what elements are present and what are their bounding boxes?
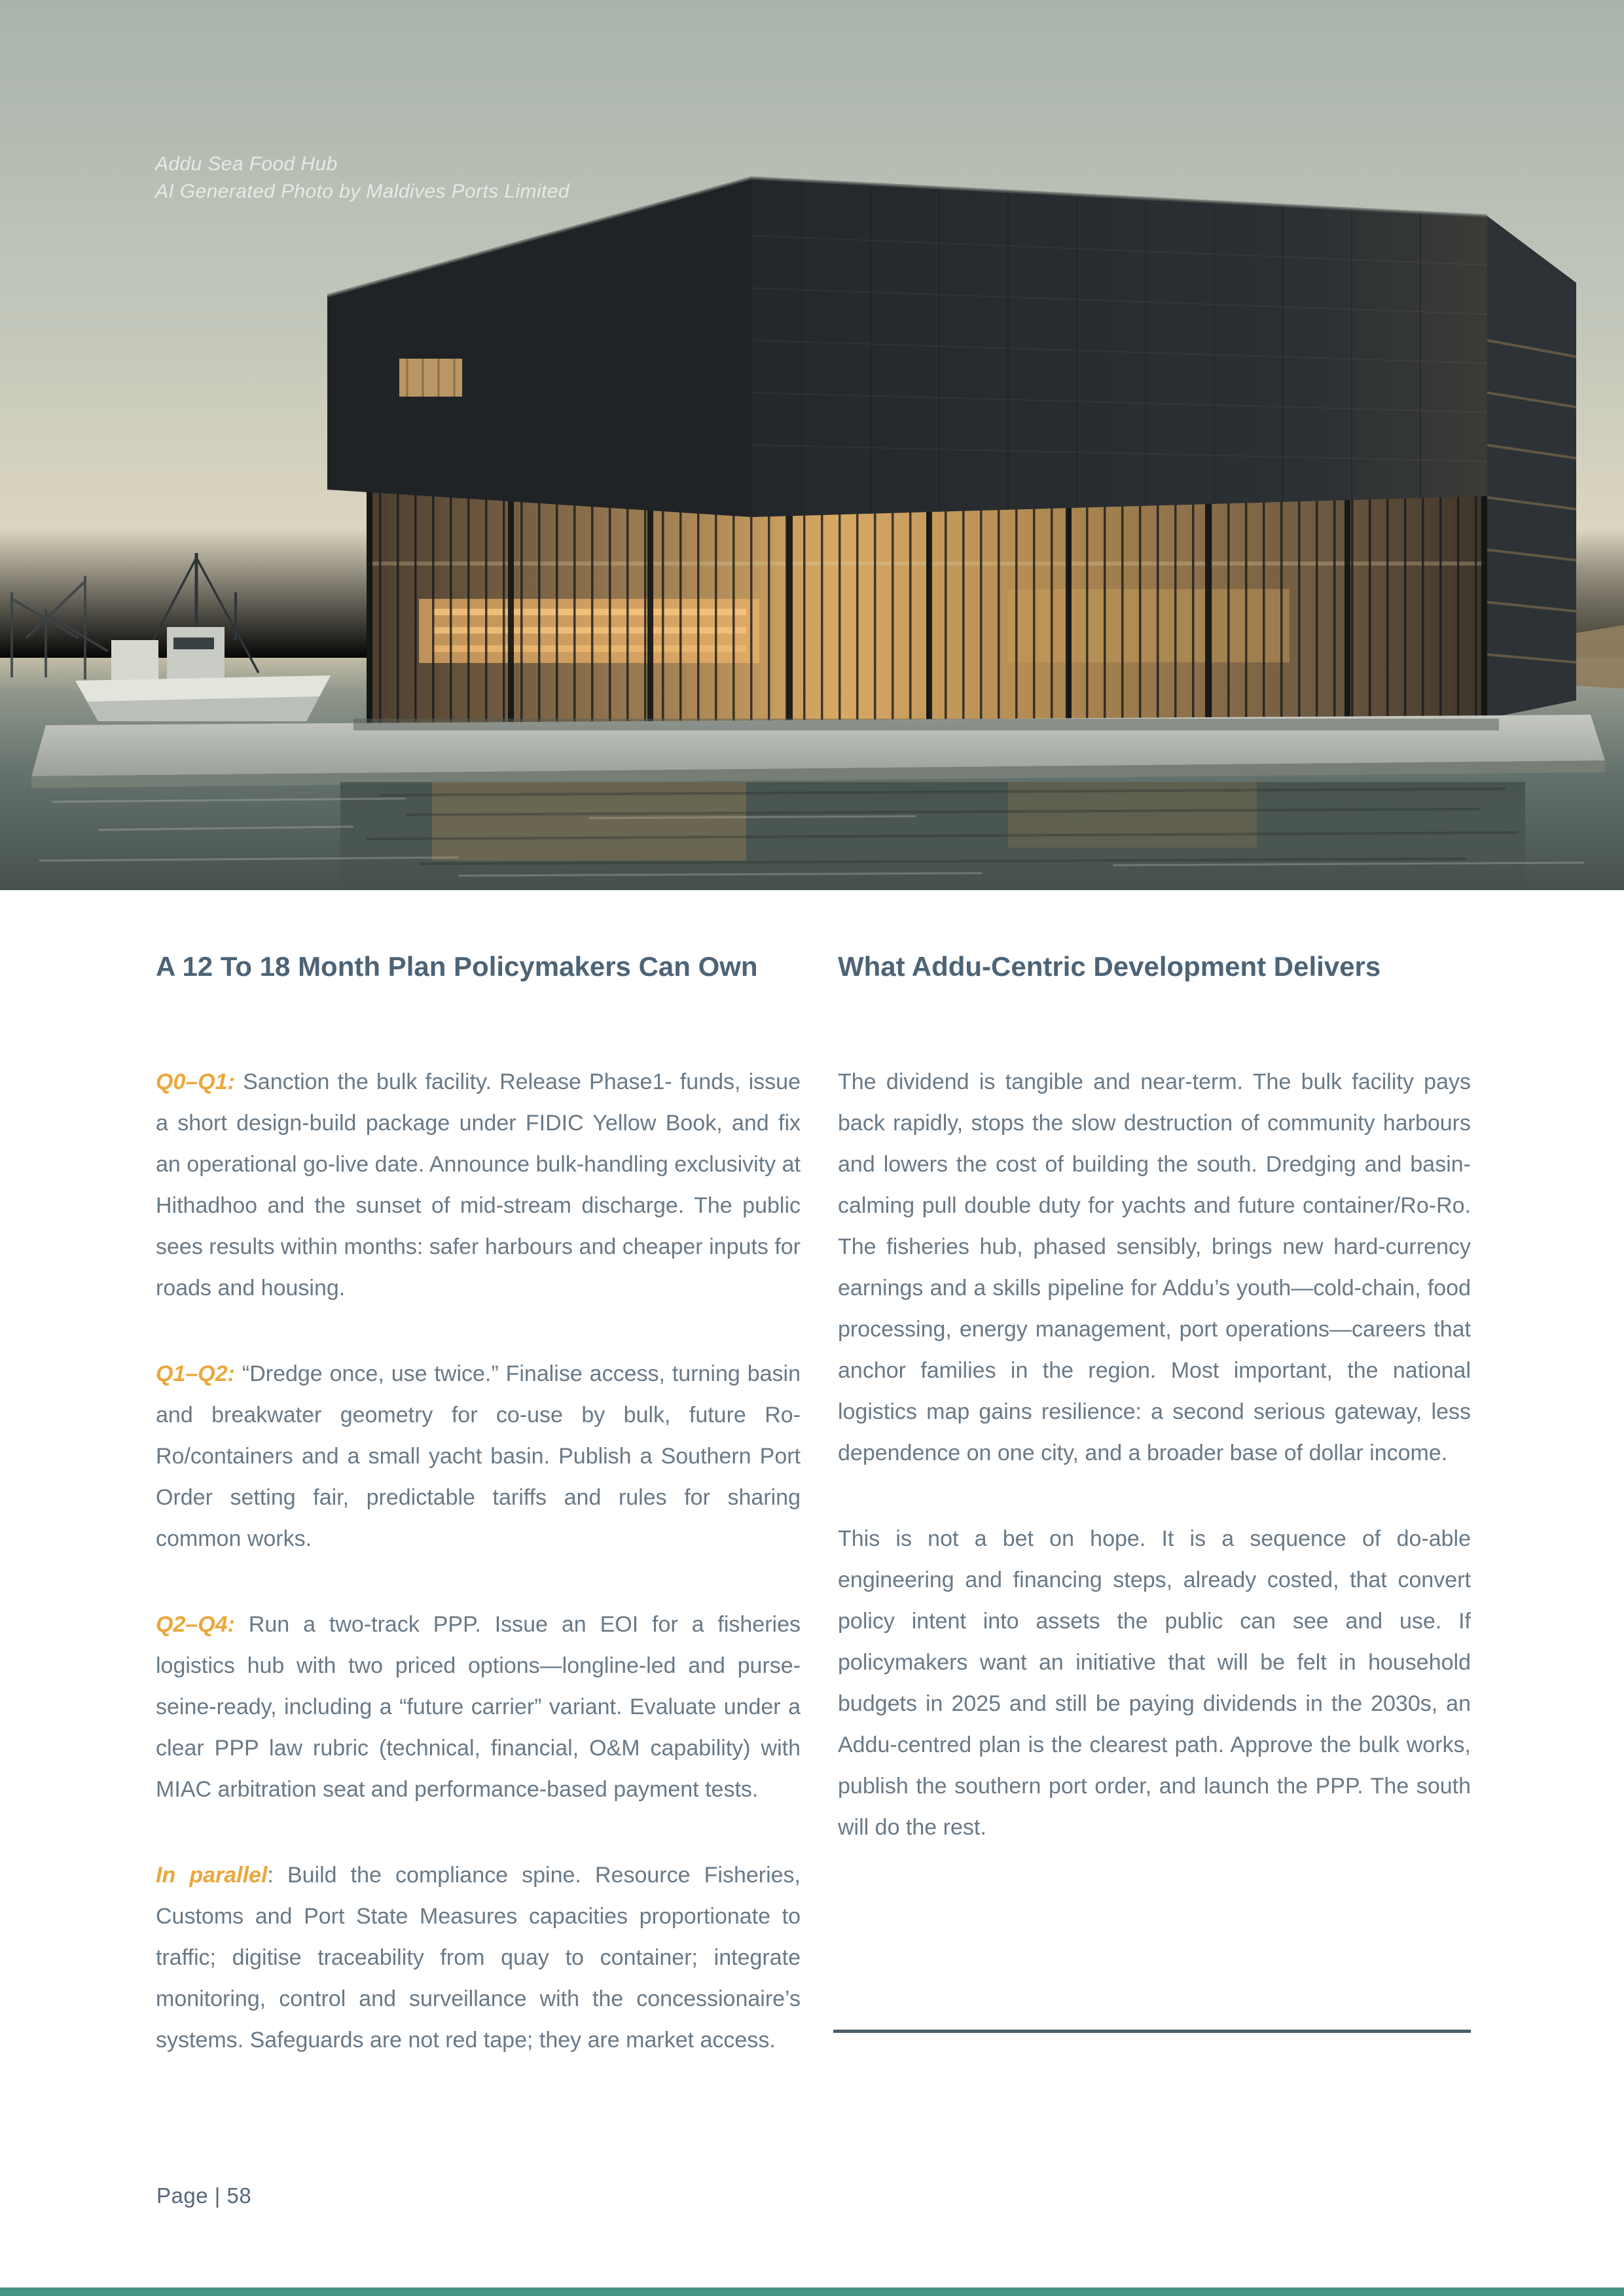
- lit-window: [399, 359, 462, 397]
- photo-caption-line2: AI Generated Photo by Maldives Ports Limited: [155, 181, 569, 202]
- right-column-heading: What Addu-Centric Development Delivers: [838, 951, 1381, 982]
- photo-caption-line1: Addu Sea Food Hub: [155, 153, 338, 175]
- paragraph-lead-q2-q4: Q2–Q4:: [156, 1612, 235, 1637]
- paragraph-q2-q4: [156, 1604, 801, 1810]
- paragraph-text: Sanction the bulk facility. Release Phase1- funds, issue a short design-build package under FIDIC Yellow Book, and fix an operational go-live date. Announce bulk-handling exclusivity at Hithadhoo and the sunset of mid-stream discharge. The public sees results within months: safer harbours and cheaper inputs for roads and housing.: [156, 1069, 801, 1300]
- paragraph-text: Run a two-track PPP. Issue an EOI for a fisheries logistics hub with two priced options—longline-led and purse-seine-ready, including a “future carrier” variant. Evaluate under a clear PPP law rubric (technical, financial, O&M capability) with MIAC arbitration seat and performance-based payment tests.: [156, 1612, 801, 1802]
- horizontal-divider: [833, 2030, 1471, 2033]
- paragraph-lead-q1-q2: Q1–Q2:: [156, 1361, 235, 1386]
- hero-photo: [0, 0, 1624, 890]
- left-column: [156, 950, 801, 2106]
- content-columns: [156, 950, 1471, 2106]
- glass-hall: [367, 481, 1487, 733]
- left-column-heading: A 12 To 18 Month Plan Policymakers Can Own: [156, 951, 758, 982]
- bottom-accent-bar: [0, 2287, 1624, 2296]
- photo-caption: [155, 151, 569, 206]
- paragraph-text: : Build the compliance spine. Resource Fisheries, Customs and Port State Measures capacities proportionate to traffic; digitise traceability from quay to container; integrate monitoring, control and surveillance with the concessionaire’s systems. Safeguards are not red tape; they are market access.: [156, 1863, 801, 2053]
- paragraph-lead-in-parallel: In parallel: [156, 1863, 268, 1888]
- paragraph-text: “Dredge once, use twice.” Finalise access, turning basin and breakwater geometry for co-use by bulk, future Ro-Ro/containers and a small yacht basin. Publish a Southern Port Order setting fair, predictable tariffs and rules for sharing common works.: [156, 1361, 801, 1551]
- right-column: [838, 950, 1471, 2106]
- paragraph-q0-q1: [156, 1062, 801, 1309]
- paragraph-lead-q0-q1: Q0–Q1:: [156, 1069, 235, 1094]
- building-right-wing: [1487, 216, 1576, 719]
- hero-photo-illustration: [0, 0, 1624, 890]
- paragraph-dividend: The dividend is tangible and near-term. The bulk facility pays back rapidly, stops the slow destruction of community harbours and lowers the cost of building the south. Dredging and basin-calming pull double duty for yachts and future container/Ro-Ro. The fisheries hub, phased sensibly, brings new hard-currency earnings and a skills pipeline for Addu’s youth—cold-chain, food processing, energy management, port operations—careers that anchor families in the region. Most important, the national logistics map gains resilience: a second serious gateway, less dependence on one city, and a broader base of dollar income.: [838, 1069, 1471, 1465]
- page-number: Page | 58: [156, 2183, 252, 2208]
- paragraph-q1-q2: [156, 1354, 801, 1560]
- paragraph-conclusion: This is not a bet on hope. It is a sequence of do-able engineering and financing steps, already costed, that convert policy intent into assets the public can see and use. If policymakers want an initiative that will be felt in household budgets in 2025 and still be paying dividends in the 2030s, an Addu-centred plan is the clearest path. Approve the bulk works, publish the southern port order, and launch the PPP. The south will do the rest.: [838, 1526, 1471, 1840]
- paragraph-in-parallel: [156, 1855, 801, 2061]
